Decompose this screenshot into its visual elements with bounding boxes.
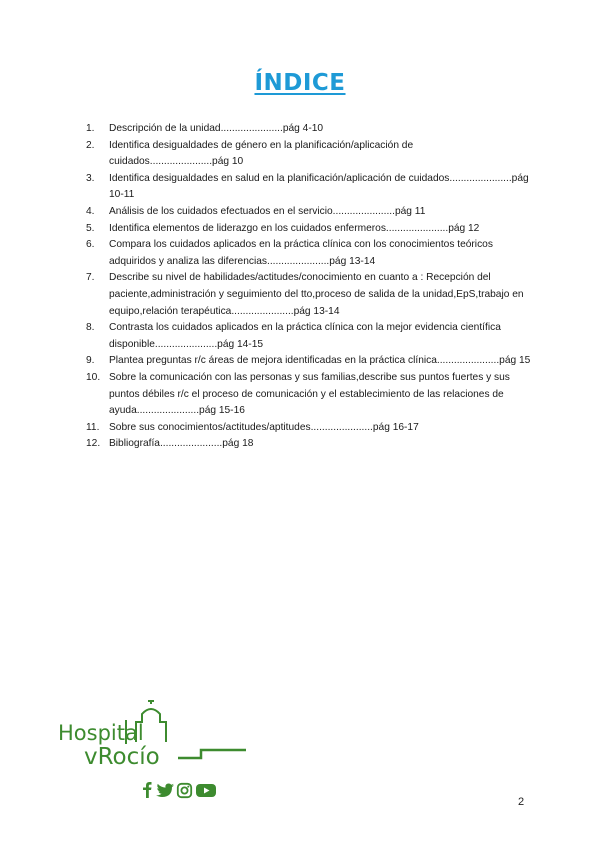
toc-item — [86, 370, 532, 420]
hospital-logo — [56, 700, 256, 810]
toc-item-number: 6. — [86, 239, 95, 251]
toc-item — [86, 121, 532, 138]
toc-item — [86, 204, 532, 221]
toc-item-number: 12. — [86, 438, 101, 450]
page-number: 2 — [518, 796, 525, 808]
toc-item — [86, 171, 532, 204]
toc-item-text: Contrasta los cuidados aplicados en la práctica clínica con la mejor evidencia científica disponible......................pág 14-15 — [109, 322, 501, 350]
toc-item-text: Sobre sus conocimientos/actitudes/aptitudes......................pág 16-17 — [109, 421, 419, 433]
toc-item-text: Describe su nivel de habilidades/actitudes/conocimiento en cuanto a : Recepción del paciente,administración y seguimiento del tto,proceso de salida de la unidad,EpS,trabajo en equipo,relación terapéutica......................pág 13-14 — [109, 272, 524, 317]
toc-item-text: Compara los cuidados aplicados en la práctica clínica con los conocimientos teóricos adquiridos y analiza las diferencias......................pág 13-14 — [109, 239, 493, 267]
toc-item — [86, 353, 532, 370]
toc-item-text: Identifica desigualdades en salud en la planificación/aplicación de cuidados......................pág 10-11 — [109, 172, 529, 201]
logo-text-rocio: vRocío — [84, 744, 160, 770]
toc-item — [86, 138, 532, 171]
page-title: ÍNDICE — [254, 70, 346, 96]
toc-item-text: Plantea preguntas r/c áreas de mejora identificadas en la práctica clínica......................pág 15 — [109, 355, 531, 367]
toc-item-number: 4. — [86, 205, 95, 217]
toc-item-number: 9. — [86, 355, 95, 367]
facebook-icon[interactable] — [143, 782, 152, 798]
toc-item — [86, 237, 532, 270]
table-of-contents — [86, 121, 532, 453]
toc-item — [86, 270, 532, 320]
toc-item-number: 3. — [86, 172, 95, 184]
toc-item-text: Sobre la comunicación con las personas y sus familias,describe sus puntos fuertes y sus puntos débiles r/c el proceso de comunicación y el establecimiento de las relaciones de ayuda......................pág 15-16 — [109, 371, 510, 417]
instagram-icon[interactable] — [178, 784, 191, 797]
toc-item-text: Identifica desigualdades de género en la planificación/aplicación de cuidados......................pág 10 — [109, 139, 414, 168]
toc-item — [86, 436, 532, 453]
youtube-icon[interactable] — [196, 784, 216, 797]
toc-item-number: 2. — [86, 139, 95, 151]
toc-item-text: Análisis de los cuidados efectuados en el servicio......................pág 11 — [109, 205, 426, 217]
toc-item-number: 5. — [86, 222, 95, 234]
toc-item-text: Descripción de la unidad......................pág 4-10 — [109, 123, 324, 134]
twitter-icon[interactable] — [156, 784, 174, 798]
toc-item — [86, 320, 532, 353]
toc-item-number: 10. — [86, 371, 101, 383]
toc-item-text: Identifica elementos de liderazgo en los cuidados enfermeros......................pág 12 — [109, 222, 480, 234]
toc-item-number: 1. — [86, 123, 95, 134]
logo-text-hospital: Hospital — [58, 721, 144, 745]
toc-item-number: 8. — [86, 322, 95, 334]
toc-item — [86, 221, 532, 238]
toc-item-number: 7. — [86, 272, 95, 284]
toc-item-text: Bibliografía......................pág 18 — [109, 438, 254, 450]
toc-item-number: 11. — [86, 421, 100, 433]
toc-item — [86, 420, 532, 437]
